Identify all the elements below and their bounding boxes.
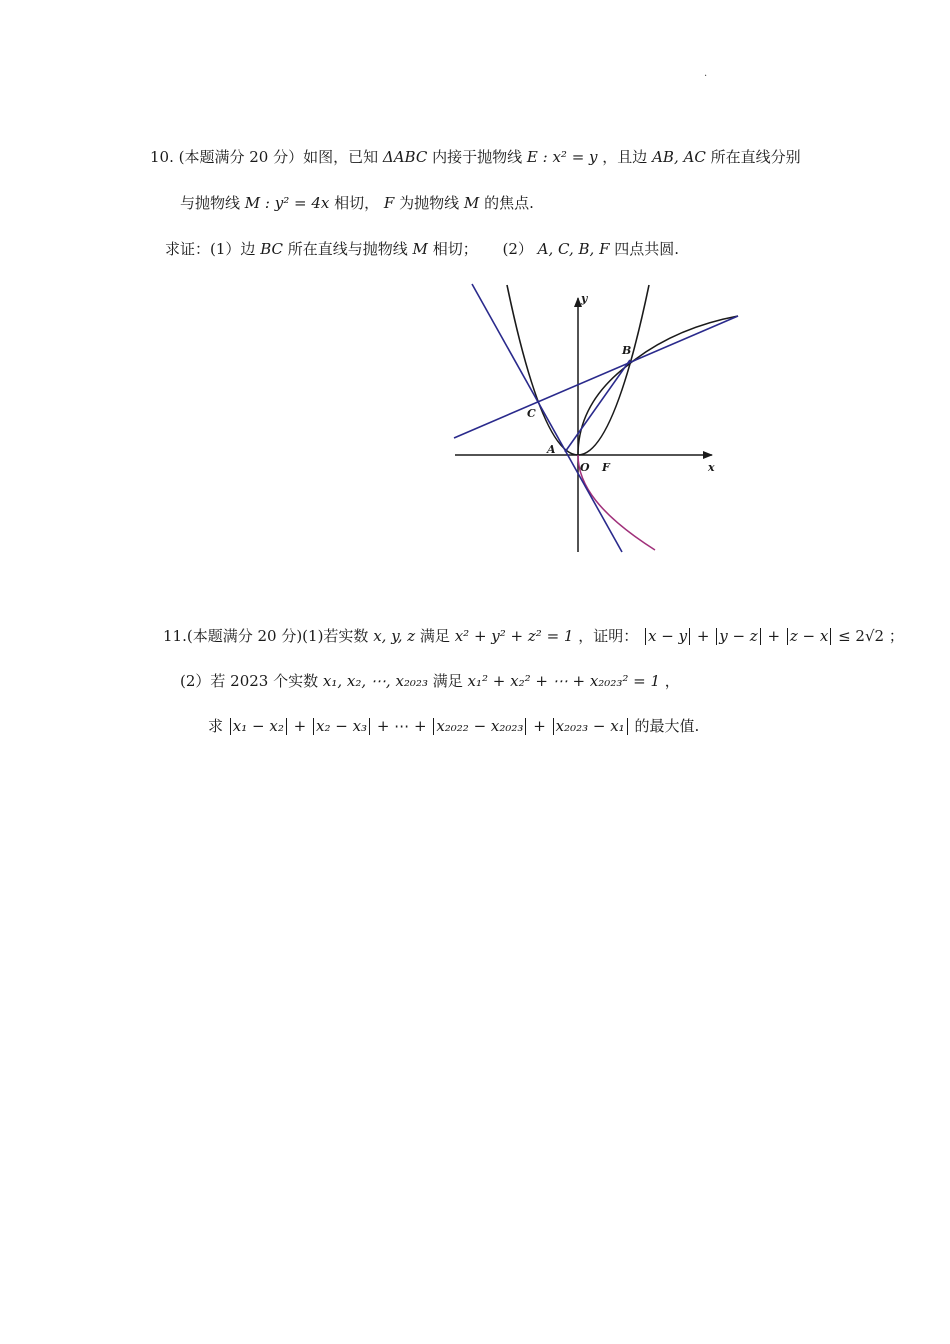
q11-ellipsis: + ⋯ + [376,717,427,735]
q10-text: 所在直线与抛物线 [287,240,408,258]
label-o: O [580,461,590,474]
q11-text: 的最大值. [634,717,700,735]
q11-plus: + [293,717,307,735]
label-c: C [527,407,536,420]
q10-number-score: 10. (本题满分 20 分）如图，已知 [150,148,379,166]
q11-plus: + [767,627,781,645]
q11-number-score: 11.(本题满分 20 分)(1)若实数 [163,627,369,645]
q11-plus: + [696,627,710,645]
q11-text: ， [664,672,680,690]
parabola-m-upper [578,316,738,455]
line-ab [565,360,630,452]
q10-parabola-m: M : y² = 4x [244,194,330,212]
q10-prove-2: (2） [502,240,533,258]
q10-text: 为抛物线 [399,194,460,212]
line-ac [472,284,622,552]
q11-sum-squares: x₁² + x₂² + ⋯ + x₂₀₂₃² = 1 [467,672,661,690]
q11-bound: ≤ 2√2 [838,627,885,645]
q10-parabola-e: E : x² = y [526,148,598,166]
label-x: x [708,461,715,474]
q11-abs-2: y − z [719,627,758,645]
q10-points: A, C, B, F [537,240,610,258]
q10-text: ，且边 [602,148,648,166]
q10-sides: AB, AC [652,148,706,166]
q10-text: 相切； [432,240,478,258]
q11-term-1: x₁ − x₂ [232,717,284,735]
q11-text: ，证明： [578,627,639,645]
q11-vars: x, y, z [373,627,416,645]
q10-triangle: ΔABC [382,148,428,166]
label-a: A [547,443,556,456]
page-dot: . [704,68,708,79]
q10-m: M [412,240,428,258]
q11-term-4: x₂₀₂₃ − x₁ [555,717,625,735]
q10-text: 所在直线分别 [710,148,801,166]
q10-text: 的焦点. [484,194,534,212]
q10-text: 四点共圆. [614,240,680,258]
q10-m: M [463,194,480,212]
label-f: F [602,461,610,474]
q11-text: 满足 [419,627,450,645]
q10-text: 相切， [334,194,380,212]
q11-term-3: x₂₀₂₂ − x₂₀₂₃ [436,717,524,735]
q11-text: ； [888,627,904,645]
q11-line-2 [180,671,680,691]
q11-part-2: (2）若 2023 个实数 [180,672,319,690]
parabola-figure [450,280,740,555]
q11-term-2: x₂ − x₃ [316,717,368,735]
q11-line-3 [208,716,699,736]
label-b: B [622,344,632,357]
q10-prove-1: 求证：(1）边 [165,240,256,258]
q11-condition: x² + y² + z² = 1 [454,627,574,645]
q10-text: 与抛物线 [180,194,241,212]
q11-text: 求 [208,717,224,735]
q11-plus: + [533,717,546,735]
q11-text: 满足 [432,672,463,690]
label-y: y [581,292,588,305]
q10-line-1 [150,147,801,167]
line-bc [454,316,738,438]
q10-text: 内接于抛物线 [432,148,523,166]
q11-seq: x₁, x₂, ⋯, x₂₀₂₃ [322,672,428,690]
q10-line-3 [165,239,679,259]
q11-abs-1: x − y [648,627,688,645]
q11-abs-3: z − x [789,627,829,645]
q10-bc: BC [260,240,283,258]
q10-line-2 [180,193,534,213]
q11-line-1 [163,626,904,646]
q10-focus: F [383,194,395,212]
